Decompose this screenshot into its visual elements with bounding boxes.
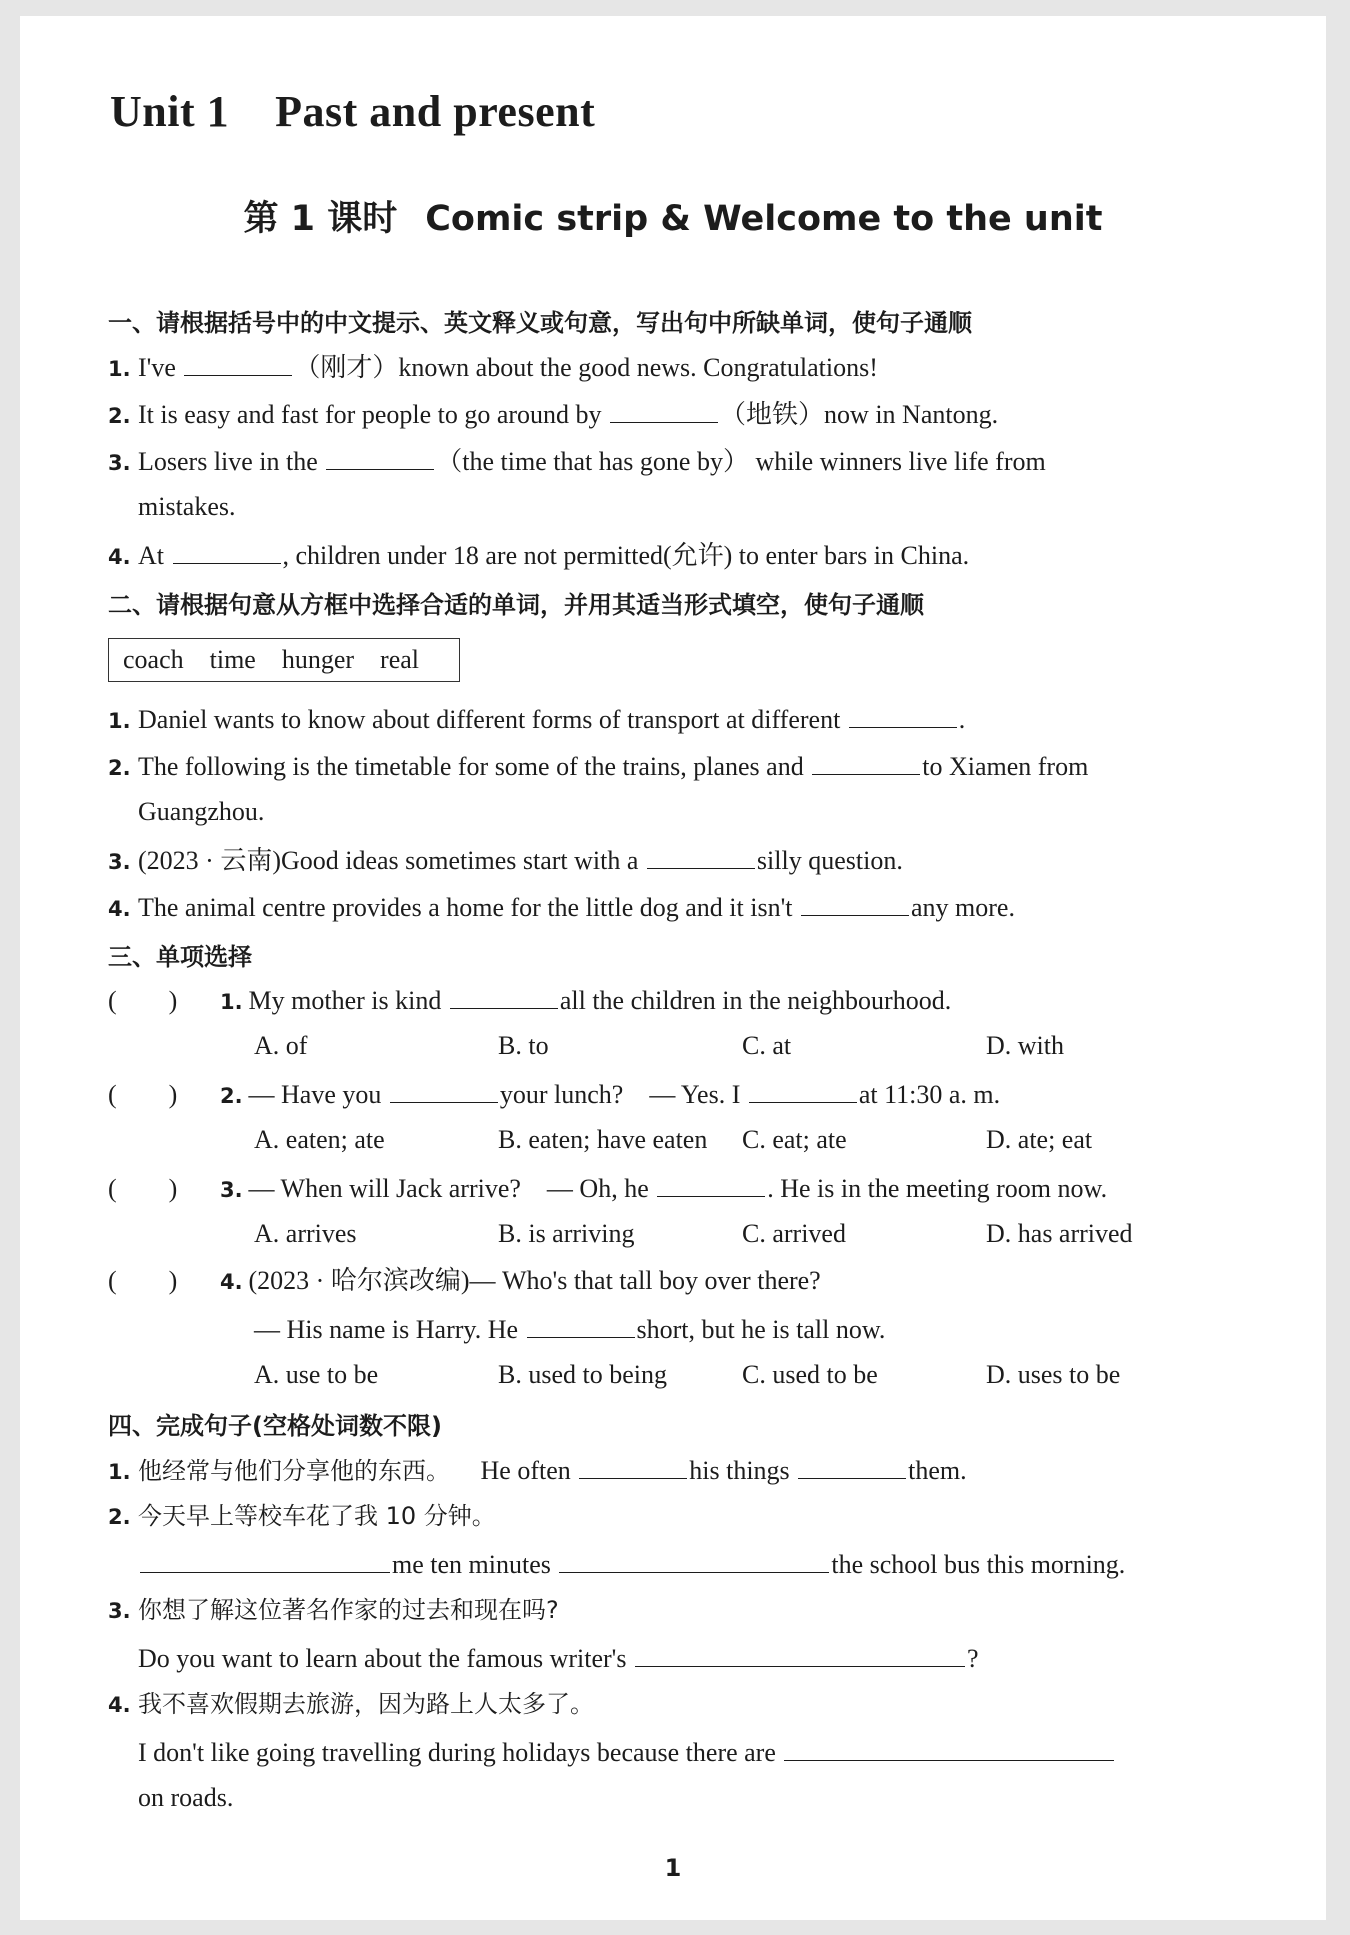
s4-question-4-cont bbox=[108, 1734, 1268, 1770]
answer-blank[interactable] bbox=[559, 1546, 829, 1573]
question-text: short, but he is tall now. bbox=[636, 1315, 886, 1344]
word-bank-box bbox=[108, 638, 460, 682]
s1-question-1 bbox=[108, 349, 1238, 386]
option-c[interactable]: C. used to be bbox=[742, 1360, 878, 1389]
answer-blank[interactable] bbox=[326, 443, 434, 470]
chinese-prompt: 我不喜欢假期去旅游，因为路上人太多了。 bbox=[138, 1690, 594, 1718]
option-d[interactable]: D. uses to be bbox=[986, 1360, 1121, 1389]
chinese-prompt: 今天早上等校车花了我 10 分钟。 bbox=[138, 1502, 496, 1530]
option-a[interactable]: A. arrives bbox=[254, 1219, 357, 1248]
answer-blank[interactable] bbox=[610, 396, 718, 423]
option-a[interactable]: A. of bbox=[254, 1031, 308, 1060]
question-text: any more. bbox=[911, 893, 1015, 922]
question-number: 1. bbox=[220, 990, 243, 1014]
question-text: I've bbox=[138, 353, 176, 382]
question-number: 3. bbox=[108, 451, 131, 475]
s1-question-2 bbox=[108, 396, 1238, 433]
question-number: 2. bbox=[220, 1084, 243, 1108]
question-text: . He is in the meeting room now. bbox=[767, 1174, 1108, 1203]
answer-blank[interactable] bbox=[140, 1546, 390, 1573]
option-c[interactable]: C. at bbox=[742, 1031, 792, 1060]
answer-blank[interactable] bbox=[450, 982, 558, 1009]
answer-blank[interactable] bbox=[390, 1076, 498, 1103]
s4-question-3 bbox=[108, 1593, 1238, 1628]
question-number: 2. bbox=[108, 1505, 131, 1529]
s3-question-4-cont bbox=[254, 1311, 885, 1347]
answer-paren[interactable]: ( ) bbox=[108, 1080, 178, 1109]
answer-blank[interactable] bbox=[657, 1170, 765, 1197]
question-text: (2023 · 云南)Good ideas sometimes start with a bbox=[138, 846, 639, 875]
question-text: Losers live in the bbox=[138, 447, 318, 476]
question-number: 1. bbox=[108, 709, 131, 733]
answer-blank[interactable] bbox=[801, 889, 909, 916]
answer-blank[interactable] bbox=[527, 1311, 635, 1338]
question-number: 4. bbox=[108, 897, 131, 921]
question-number: 4. bbox=[108, 545, 131, 569]
s4-question-1 bbox=[108, 1452, 1238, 1489]
question-number: 1. bbox=[108, 357, 131, 381]
question-text: — Have you bbox=[248, 1080, 382, 1109]
answer-blank[interactable] bbox=[849, 701, 957, 728]
question-text: silly question. bbox=[756, 846, 903, 875]
word-bank-item: coach bbox=[123, 645, 184, 674]
question-text: ? bbox=[966, 1644, 979, 1673]
question-text: his things bbox=[689, 1456, 790, 1485]
option-b[interactable]: B. to bbox=[498, 1031, 549, 1060]
option-b[interactable]: B. used to being bbox=[498, 1360, 667, 1389]
option-a[interactable]: A. use to be bbox=[254, 1360, 379, 1389]
s3-question-2 bbox=[108, 1076, 1238, 1113]
s4-question-2 bbox=[108, 1499, 1238, 1534]
question-text: all the children in the neighbourhood. bbox=[559, 986, 952, 1015]
answer-paren[interactable]: ( ) bbox=[108, 986, 178, 1015]
answer-blank[interactable] bbox=[579, 1452, 687, 1479]
option-d[interactable]: D. has arrived bbox=[986, 1219, 1133, 1248]
question-text: The following is the timetable for some of the trains, planes and bbox=[138, 752, 804, 781]
answer-paren[interactable]: ( ) bbox=[108, 1174, 178, 1203]
s2-question-2 bbox=[108, 748, 1238, 785]
s3-question-1 bbox=[108, 982, 1238, 1019]
word-bank-item: real bbox=[380, 645, 420, 674]
s4-question-4-cont2: on roads. bbox=[138, 1783, 234, 1812]
question-text: （地铁）now in Nantong. bbox=[720, 400, 999, 429]
s4-question-2-cont bbox=[108, 1546, 1268, 1582]
worksheet-page bbox=[20, 16, 1326, 1920]
s1-question-3-cont: mistakes. bbox=[138, 492, 236, 521]
option-d[interactable]: D. with bbox=[986, 1031, 1064, 1060]
answer-blank[interactable] bbox=[784, 1734, 1114, 1761]
section2-heading: 二、请根据句意从方框中选择合适的单词，并用其适当形式填空，使句子通顺 bbox=[108, 591, 924, 619]
answer-blank[interactable] bbox=[812, 748, 920, 775]
answer-blank[interactable] bbox=[635, 1640, 965, 1667]
answer-blank[interactable] bbox=[647, 842, 755, 869]
s2-question-2-cont: Guangzhou. bbox=[138, 797, 265, 826]
question-text: He often bbox=[480, 1456, 571, 1485]
question-number: 4. bbox=[108, 1693, 131, 1717]
question-number: 3. bbox=[108, 850, 131, 874]
s1-question-4 bbox=[108, 537, 1238, 574]
question-text: Do you want to learn about the famous writer's bbox=[138, 1644, 627, 1673]
question-number: 3. bbox=[220, 1178, 243, 1202]
question-text: — His name is Harry. He bbox=[254, 1315, 519, 1344]
question-text: （刚才）known about the good news. Congratulations! bbox=[294, 353, 878, 382]
question-text: to Xiamen from bbox=[922, 752, 1089, 781]
s3-question-4 bbox=[108, 1264, 1238, 1299]
option-b[interactable]: B. is arriving bbox=[498, 1219, 635, 1248]
page-number: 1 bbox=[664, 1854, 682, 1882]
unit-title bbox=[110, 86, 595, 137]
option-d[interactable]: D. ate; eat bbox=[986, 1125, 1093, 1154]
unit-label: Unit 1 bbox=[110, 87, 230, 136]
lesson-name: Comic strip & Welcome to the unit bbox=[425, 199, 1103, 239]
chinese-prompt: 他经常与他们分享他的东西。 bbox=[138, 1457, 450, 1485]
section3-heading: 三、单项选择 bbox=[108, 943, 252, 971]
question-text: Daniel wants to know about different forms of transport at different bbox=[138, 705, 841, 734]
lesson-label: 第 1 课时 bbox=[243, 199, 398, 239]
question-text: I don't like going travelling during holidays because there are bbox=[138, 1738, 776, 1767]
word-bank-item: hunger bbox=[281, 645, 355, 674]
answer-blank[interactable] bbox=[798, 1452, 906, 1479]
question-text: me ten minutes bbox=[392, 1550, 551, 1579]
s4-question-3-cont bbox=[108, 1640, 1268, 1676]
question-text: at 11:30 a. m. bbox=[858, 1080, 1001, 1109]
question-text: (2023 · 哈尔滨改编)— Who's that tall boy over there? bbox=[248, 1266, 821, 1295]
answer-paren[interactable]: ( ) bbox=[108, 1266, 178, 1295]
question-text: the school bus this morning. bbox=[831, 1550, 1126, 1579]
question-number: 1. bbox=[108, 1460, 131, 1484]
option-b[interactable]: B. eaten; have eaten bbox=[498, 1125, 708, 1154]
option-c[interactable]: C. arrived bbox=[742, 1219, 846, 1248]
s3-question-3 bbox=[108, 1170, 1238, 1207]
option-c[interactable]: C. eat; ate bbox=[742, 1125, 847, 1154]
s2-question-3 bbox=[108, 842, 1238, 879]
s2-question-1 bbox=[108, 701, 1238, 738]
question-text: （the time that has gone by） while winners live life from bbox=[436, 447, 1046, 476]
question-text: My mother is kind bbox=[248, 986, 442, 1015]
unit-name: Past and present bbox=[275, 87, 596, 136]
answer-blank[interactable] bbox=[749, 1076, 857, 1103]
question-text: — When will Jack arrive? — Oh, he bbox=[248, 1174, 649, 1203]
question-text: At bbox=[138, 541, 164, 570]
question-text: , children under 18 are not permitted(允许) to enter bars in China. bbox=[282, 541, 970, 570]
section4-heading: 四、完成句子(空格处词数不限) bbox=[108, 1412, 442, 1440]
chinese-prompt: 你想了解这位著名作家的过去和现在吗? bbox=[138, 1596, 559, 1624]
answer-blank[interactable] bbox=[184, 349, 292, 376]
question-number: 4. bbox=[220, 1270, 243, 1294]
s2-question-4 bbox=[108, 889, 1238, 926]
word-bank-item: time bbox=[209, 645, 256, 674]
lesson-title bbox=[20, 191, 1326, 241]
question-text: them. bbox=[908, 1456, 967, 1485]
s4-question-4 bbox=[108, 1687, 1238, 1722]
s1-question-3 bbox=[108, 443, 1238, 480]
question-text: your lunch? — Yes. I bbox=[499, 1080, 741, 1109]
answer-blank[interactable] bbox=[173, 537, 281, 564]
question-number: 2. bbox=[108, 404, 131, 428]
question-text: . bbox=[958, 705, 966, 734]
question-text: It is easy and fast for people to go around by bbox=[138, 400, 602, 429]
question-number: 3. bbox=[108, 1599, 131, 1623]
question-number: 2. bbox=[108, 756, 131, 780]
section1-heading: 一、请根据括号中的中文提示、英文释义或句意，写出句中所缺单词，使句子通顺 bbox=[108, 309, 972, 337]
option-a[interactable]: A. eaten; ate bbox=[254, 1125, 385, 1154]
question-text: The animal centre provides a home for the little dog and it isn't bbox=[138, 893, 793, 922]
